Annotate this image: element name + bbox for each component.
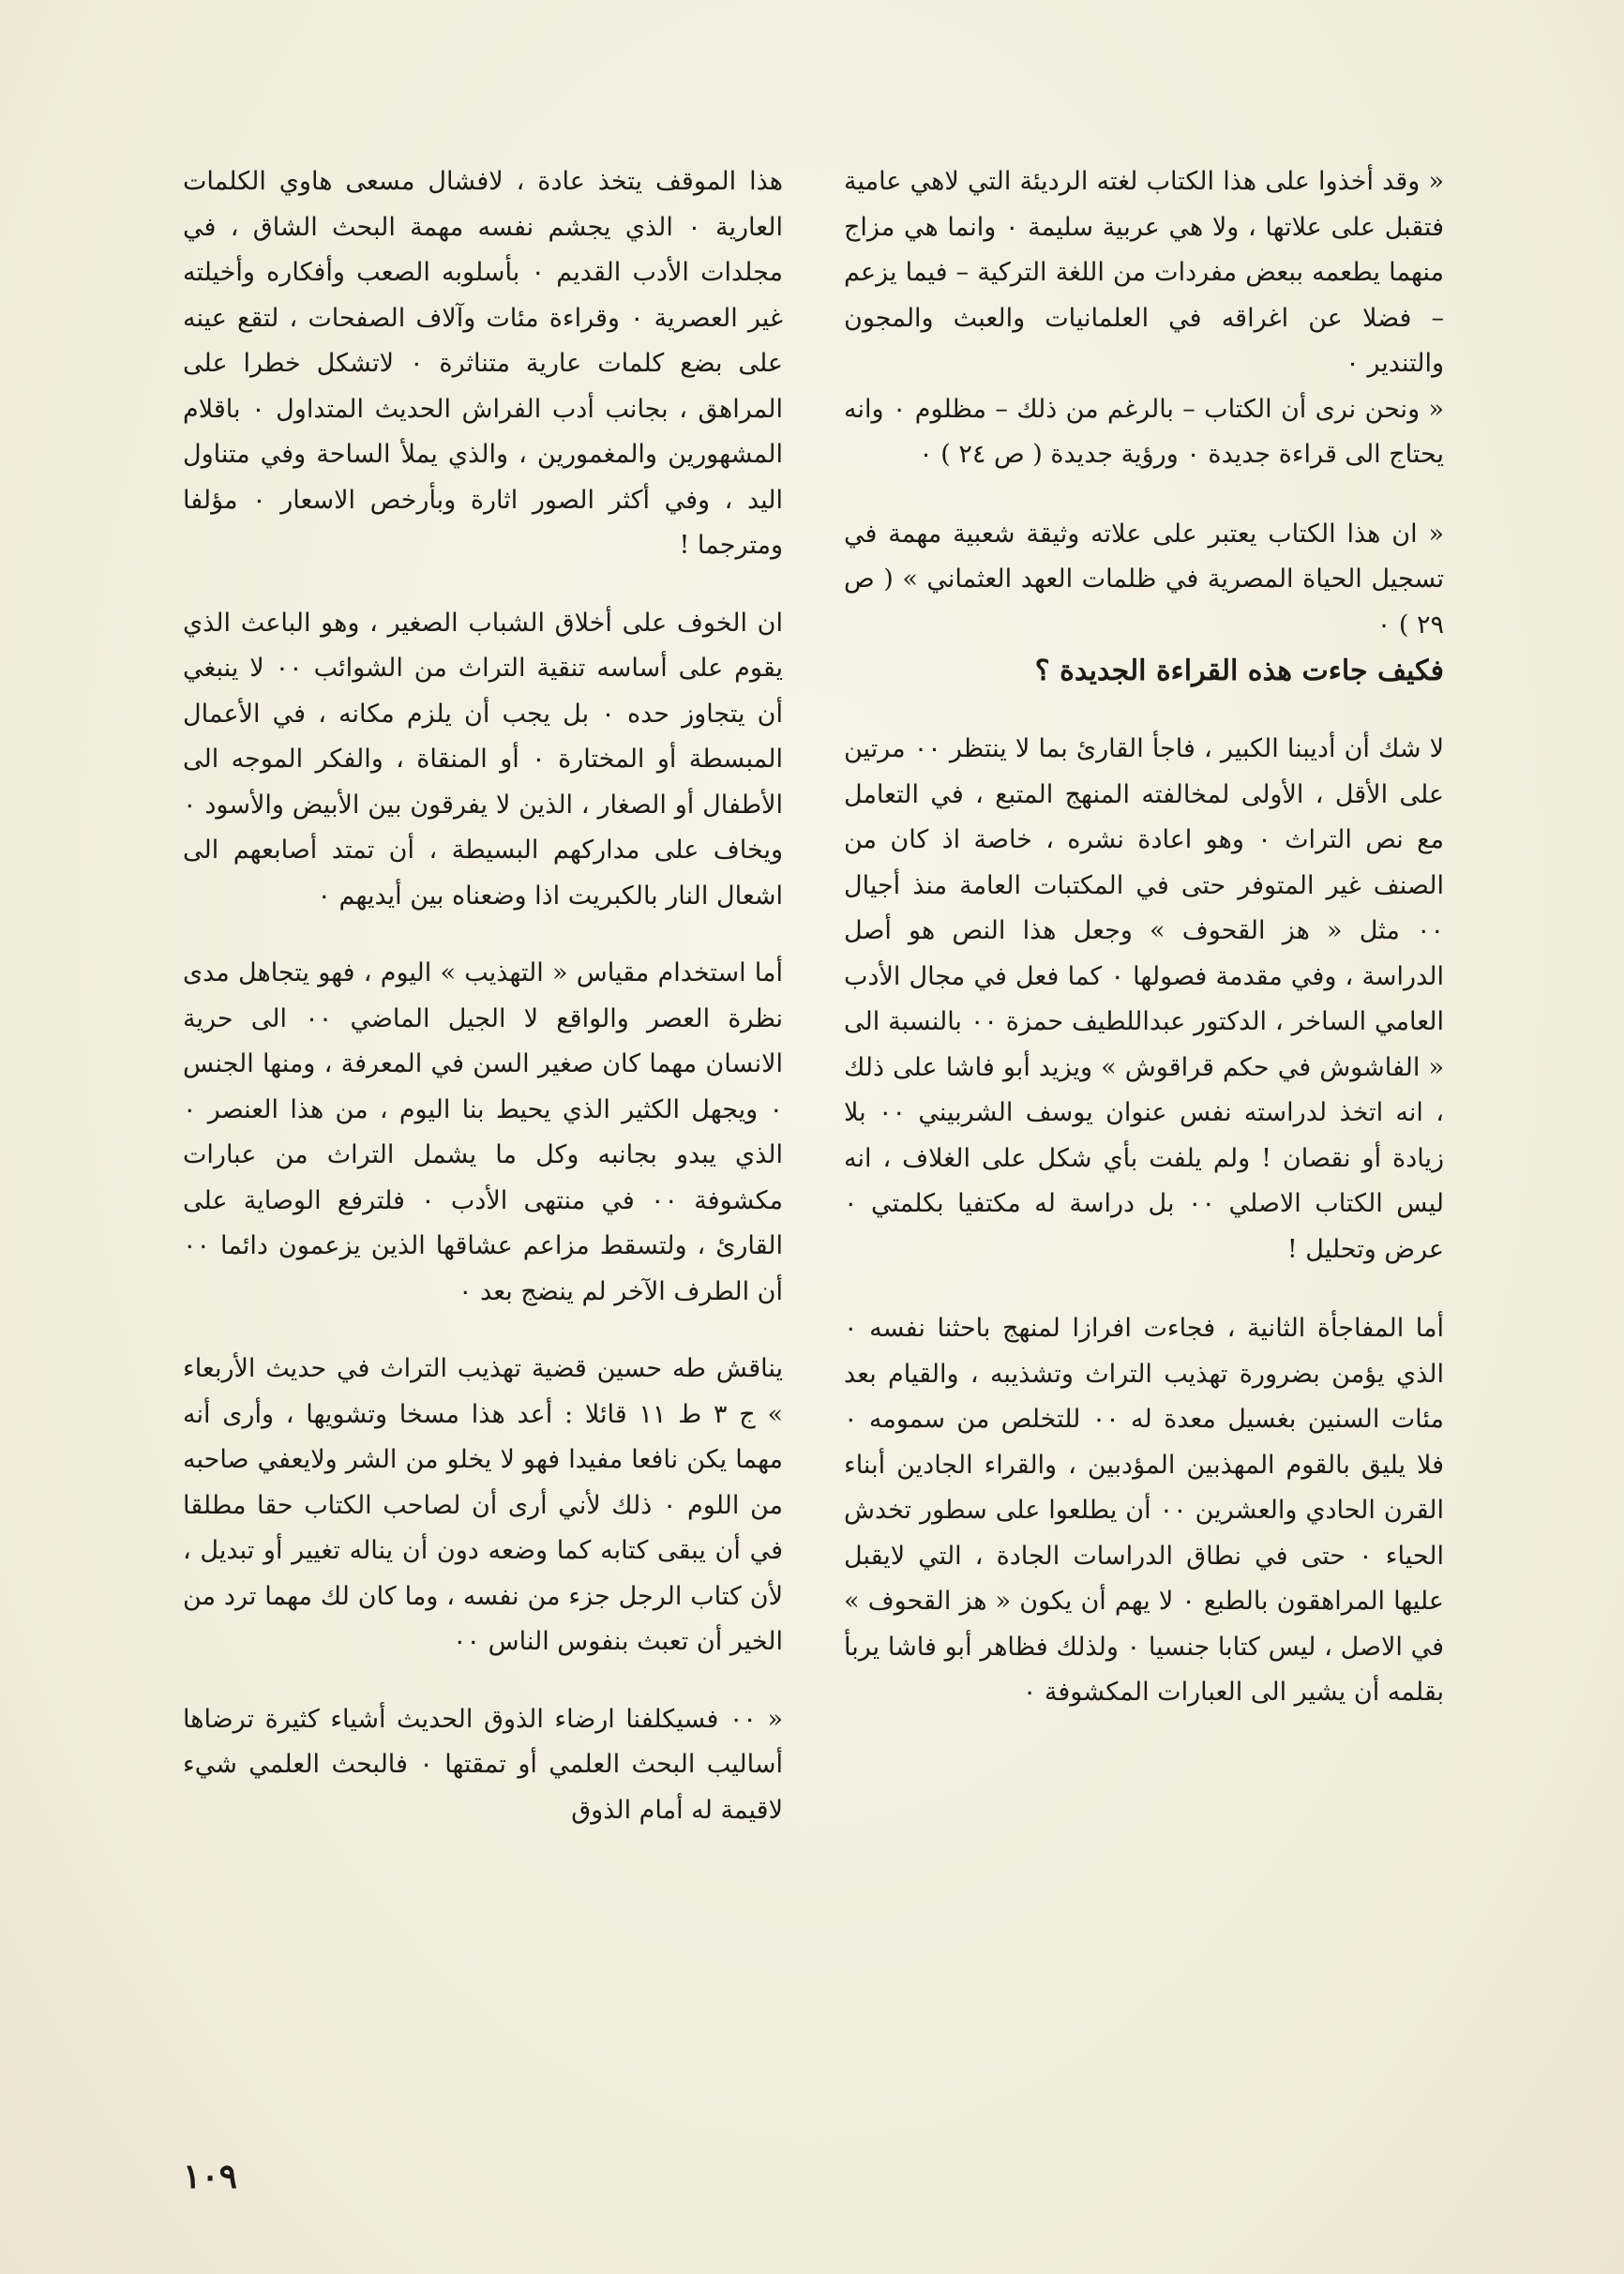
quote-paragraph-modern-taste: « ٠٠ فسيكلفنا ارضاء الذوق الحديث أشياء كثيرة ترضاها أساليب البحث العلمي أو تمقتها ٠ فالبحث العلمي شيء لاقيمة له أمام الذوق <box>183 1704 783 1825</box>
body-paragraph-refinement: أما استخدام مقياس « التهذيب » اليوم ، فهو يتجاهل مدى نظرة العصر والواقع لا الجيل الماضي ٠٠ الى حرية الانسان مهما كان صغير السن في المعرفة ، ومنها الجنس ٠ ويجهل الكثير الذي يحيط بنا اليوم ، من هذا العنصر ٠ الذي يبدو بجانبه وكل ما يشمل التراث من عبارات مكشوفة ٠٠ في منتهى الأدب ٠ فلترفع الوصاية على القارئ ، ولتسقط مزاعم عشاقها الذين يزعمون دائما ٠٠ أن الطرف الآخر لم ينضج بعد ٠ <box>183 958 783 1306</box>
body-paragraph-taha-hussein: يناقش طه حسين قضية تهذيب التراث في حديث الأربعاء » ج ٣ ط ١١ قائلا : أعد هذا مسخا وتشويها ، وأرى أنه مهما يكن نافعا مفيدا فهو لا يخلو من الشر ولايعفي صاحبه من اللوم ٠ ذلك لأني أرى أن لصاحب الكتاب حقا مطلقا في أن يبقى كتابه كما وضعه دون أن يناله تغيير أو تبديل ، لأن كتاب الرجل جزء من نفسه ، وما كان لك مهما ترد من الخير أن تعبث بنفوس الناس ٠٠ <box>183 1354 783 1656</box>
quote-paragraph-document: « ان هذا الكتاب يعتبر على علاته وثيقة شعبية مهمة في تسجيل الحياة المصرية في ظلمات العهد العثماني » ( ص ٢٩ ) ٠ <box>844 519 1444 640</box>
body-paragraph-first-surprise: لا شك أن أديبنا الكبير ، فاجأ القارئ بما لا ينتظر ٠٠ مرتين على الأقل ، الأولى لمخالفته المنهج المتبع ، في التعامل مع نص التراث ٠ وهو اعادة نشره ، خاصة اذ كان من الصنف غير المتوفر حتى في المكتبات العامة منذ أجيال ٠٠ مثل « هز القحوف » وجعل هذا النص هو أصل الدراسة ، وفي مقدمة فصولها ٠ كما فعل في مجال الأدب العامي الساخر ، الدكتور عبداللطيف حمزة ٠٠ بالنسبة الى « الفاشوش في حكم قراقوش » ويزيد أبو فاشا على ذلك ، انه اتخذ لدراسته نفس عنوان يوسف الشربيني ٠٠ بلا زيادة أو نقصان ! ولم يلفت بأي شكل على الغلاف ، انه ليس الكتاب الاصلي ٠٠ بل دراسة له مكتفيا بكلمتي ٠ عرض وتحليل ! <box>844 734 1444 1264</box>
body-paragraph-second-surprise: أما المفاجأة الثانية ، فجاءت افرازا لمنهج باحثنا نفسه ٠ الذي يؤمن بضرورة تهذيب التراث وتشذيبه ، والقيام بعد مئات السنين بغسيل معدة له ٠٠ للتخلص من سمومه ٠ فلا يليق بالقوم المهذبين المؤدبين ، والقراء الجادين أبناء القرن الحادي والعشرين ٠٠ أن يطلعوا على سطور تخدش الحياء ٠ حتى في نطاق الدراسات الجادة ، التي لايقبل عليها المراهقون بالطبع ٠ لا يهم أن يكون « هز القحوف » في الاصل ، ليس كتابا جنسيا ٠ ولذلك فظاهر أبو فاشا يربأ بقلمه أن يشير الى العبارات المكشوفة ٠ <box>844 1314 1444 1707</box>
section-heading: فكيف جاءت هذه القراءة الجديدة ؟ <box>1034 655 1444 687</box>
quote-paragraph-language: « وقد أخذوا على هذا الكتاب لغته الرديئة التي لاهي عامية فتقبل على علاتها ، ولا هي عربية سليمة ٠ وانما هي مزاج منهما يطعمه ببعض مفردات من اللغة التركية – فيما يزعم – فضلا عن اغراقه في العلمانيات والعبث والمجون والتندير ٠ <box>844 167 1445 378</box>
body-paragraph-fear: ان الخوف على أخلاق الشباب الصغير ، وهو الباعث الذي يقوم على أساسه تنقية التراث من الشوائب ٠٠ لا ينبغي أن يتجاوز حده ٠ بل يجب أن يلزم مكانه ، في الأعمال المبسطة أو المختارة ٠ أو المنقاة ، والفكر الموجه الى الأطفال أو الصغار ، الذين لا يفرقون بين الأبيض والأسود ٠ ويخاف على مداركهم البسيطة ، أن تمتد أصابعهم الى اشعال النار بالكبريت اذا وضعناه بين أيديهم ٠ <box>183 608 784 911</box>
body-paragraph-stance: هذا الموقف يتخذ عادة ، لافشال مسعى هاوي الكلمات العارية ٠ الذي يجشم نفسه مهمة البحث الشاق ، في مجلدات الأدب القديم ٠ بأسلوبه الصعب وأفكاره وأخيلته غير العصرية ٠ وقراءة مئات وآلاف الصفحات ، لتقع عينه على بضع كلمات عارية متناثرة ٠ لاتشكل خطرا على المراهق ، بجانب أدب الفراش الحديث المتداول ٠ باقلام المشهورين والمغمورين ، والذي يملأ الساحة وفي متناول اليد ، وفي أكثر الصور اثارة وبأرخص الاسعار ٠ مؤلفا ومترجما ! <box>183 167 784 560</box>
page-number: ١٠٩ <box>183 2157 238 2196</box>
left-column <box>183 159 783 1833</box>
right-column <box>844 159 1444 1716</box>
quote-paragraph-rereading: « ونحن نرى أن الكتاب – بالرغم من ذلك – مظلوم ٠ وانه يحتاج الى قراءة جديدة ٠ ورؤية جديدة ( ص ٢٤ ) ٠ <box>844 394 1444 469</box>
